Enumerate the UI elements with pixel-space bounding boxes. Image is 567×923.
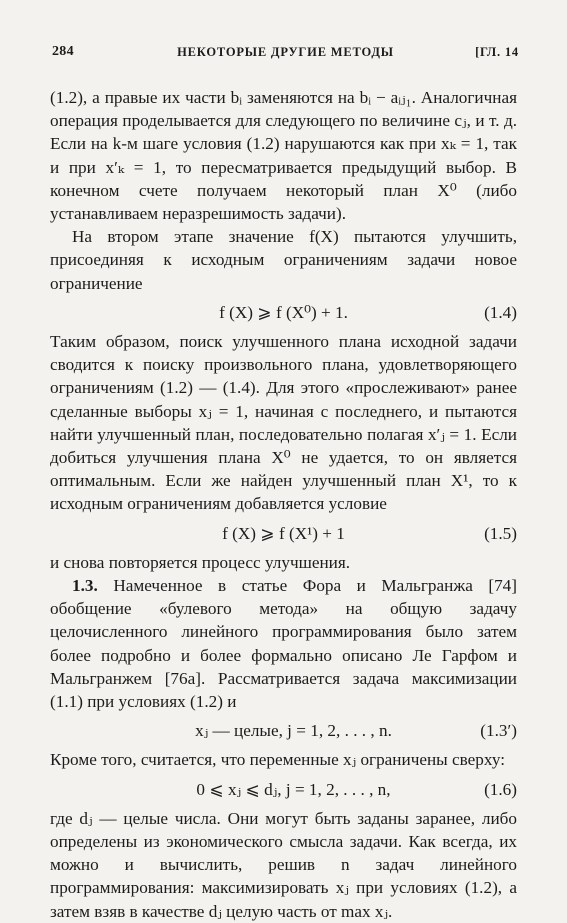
section-label: 1.3.	[72, 576, 98, 596]
page-number: 284	[52, 44, 74, 59]
equation-formula: 0 ⩽ xⱼ ⩽ dⱼ, j = 1, 2, . . . , n,	[196, 779, 391, 799]
equation-1-6	[50, 778, 517, 801]
chapter-marker: [ГЛ. 14	[475, 45, 519, 59]
equation-formula: f (X) ⩾ f (X¹) + 1	[222, 523, 345, 543]
page-body	[50, 86, 517, 923]
equation-1-4	[50, 301, 517, 324]
equation-formula: f (X) ⩾ f (X⁰) + 1.	[219, 302, 348, 322]
paragraph-5-text: Намеченное в статье Фора и Мальгранжа [74] обобщение «булевого метода» на общую задачу целочисленного линейного программирования было затем более подробно и более формально описано Ле Гарфом и Мальгранжем [76а]. Рассматривается задача максимизации (1.1) при условиях (1.2) и	[50, 576, 517, 712]
equation-number: (1.6)	[484, 779, 517, 799]
paragraph-4: и снова повторяется процесс улучшения.	[50, 552, 351, 572]
equation-formula: xⱼ — целые, j = 1, 2, . . . , n.	[195, 721, 392, 741]
equation-1-5	[50, 522, 517, 545]
paragraph-3: Таким образом, поиск улучшенного плана исходной задачи сводится к поиску произвольного плана, удовлетворяющего ограничениям (1.2) — (1.4). Для этого «прослеживают» ранее сделанные выборы xⱼ = 1, начиная с последнего, и пытаются найти улучшенный план, последовательно полагая x′ⱼ = 1. Если добиться улучшения плана X⁰ не удается, то он является оптимальным. Если же найден улучшенный план X¹, то к исходным ограничениям добавляется условие	[50, 332, 517, 514]
paragraph-5	[50, 574, 517, 713]
paragraph-1: (1.2), а правые их части bᵢ заменяются на bᵢ − aᵢⱼ₁. Аналогичная операция проделывается для следующего по величине cⱼ, и т. д. Если на k-м шаге условия (1.2) нарушаются как при xₖ = 1, так и при x′ₖ = 1, то пересматривается предыдущий выбор. В конечном счете получаем некоторый план X⁰ (либо устанавливаем неразрешимость задачи).	[50, 88, 517, 224]
equation-number: (1.3′)	[480, 721, 517, 741]
paragraph-6: Кроме того, считается, что переменные xⱼ ограничены сверху:	[50, 750, 505, 770]
running-header	[52, 44, 519, 66]
paragraph-7: где dⱼ — целые числа. Они могут быть заданы заранее, либо определены из экономического смысла задачи. Как всегда, их можно и вычислить, решив n задач линейного программирования: максимизировать xⱼ при условиях (1.2), а затем взяв в качестве dⱼ целую часть от max xⱼ.	[50, 808, 517, 921]
equation-number: (1.4)	[484, 302, 517, 322]
paragraph-2: На втором этапе значение f(X) пытаются улучшить, присоединяя к исходным ограничениям задачи новое ограничение	[50, 227, 517, 293]
equation-number: (1.5)	[484, 523, 517, 543]
running-title: НЕКОТОРЫЕ ДРУГИЕ МЕТОДЫ	[177, 45, 394, 59]
equation-1-3-prime	[50, 719, 517, 742]
